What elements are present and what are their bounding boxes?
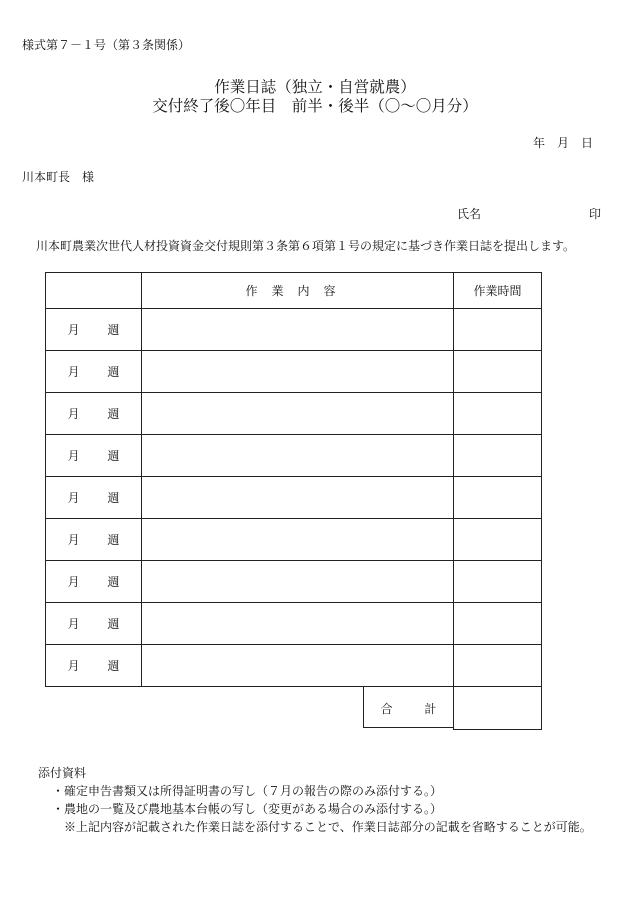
attachment-item: ・確定申告書類又は所得証明書の写し（７月の報告の際のみ添付する。） (52, 784, 443, 798)
body-text: 川本町農業次世代人材投資資金交付規則第３条第６項第１号の規定に基づき作業日誌を提出します。 (36, 239, 576, 253)
work-content-cell[interactable] (142, 519, 454, 561)
table-row (46, 477, 542, 519)
header-blank-cell (46, 273, 142, 309)
seal-label: 印 (589, 207, 602, 221)
work-time-cell[interactable] (454, 603, 542, 645)
table-row (46, 561, 542, 603)
work-time-cell[interactable] (454, 645, 542, 687)
header-work-content: 作業内容 (142, 273, 454, 309)
document-title: 作業日誌（独立・自営就農） (214, 78, 416, 96)
work-content-cell[interactable] (142, 393, 454, 435)
work-time-cell[interactable] (454, 561, 542, 603)
total-label-cell (142, 687, 454, 730)
name-label: 氏名 (457, 207, 482, 221)
total-row (46, 687, 542, 730)
form-number: 様式第７－１号（第３条関係） (22, 38, 191, 52)
work-time-cell[interactable] (454, 477, 542, 519)
work-content-cell[interactable] (142, 351, 454, 393)
work-content-cell[interactable] (142, 477, 454, 519)
header-work-time: 作業時間 (454, 273, 542, 309)
table-row (46, 645, 542, 687)
document-subtitle: 交付終了後〇年目 前半・後半（〇～〇月分） (152, 97, 478, 115)
table-row (46, 393, 542, 435)
attachment-item: ・農地の一覧及び農地基本台帳の写し（変更がある場合のみ添付する。） (52, 802, 443, 816)
work-time-cell[interactable] (454, 393, 542, 435)
week-label: 月 週 (46, 351, 142, 393)
attachment-note: ※上記内容が記載された作業日誌を添付することで、作業日誌部分の記載を省略することが可能。 (64, 820, 592, 834)
table-row (46, 603, 542, 645)
work-content-cell[interactable] (142, 645, 454, 687)
table-row (46, 435, 542, 477)
week-label: 月 週 (46, 393, 142, 435)
week-label: 月 週 (46, 561, 142, 603)
work-content-cell[interactable] (142, 435, 454, 477)
week-label: 月 週 (46, 309, 142, 351)
table-row (46, 351, 542, 393)
work-log-table (45, 272, 542, 730)
total-spacer (46, 687, 142, 730)
week-label: 月 週 (46, 603, 142, 645)
week-label: 月 週 (46, 477, 142, 519)
addressee: 川本町長 様 (22, 170, 95, 184)
week-label: 月 週 (46, 435, 142, 477)
work-content-cell[interactable] (142, 603, 454, 645)
week-label: 月 週 (46, 645, 142, 687)
work-content-cell[interactable] (142, 561, 454, 603)
date-field: 年 月 日 (533, 136, 594, 150)
table-header-row (46, 273, 542, 309)
attachments-title: 添付資料 (38, 766, 87, 780)
work-time-cell[interactable] (454, 519, 542, 561)
table-row (46, 309, 542, 351)
work-content-cell[interactable] (142, 309, 454, 351)
table-row (46, 519, 542, 561)
work-time-cell[interactable] (454, 309, 542, 351)
work-time-cell[interactable] (454, 435, 542, 477)
week-label: 月 週 (46, 519, 142, 561)
total-label-box (363, 686, 454, 728)
work-time-cell[interactable] (454, 351, 542, 393)
total-time-cell[interactable] (454, 687, 542, 730)
total-label: 合 計 (380, 702, 437, 716)
